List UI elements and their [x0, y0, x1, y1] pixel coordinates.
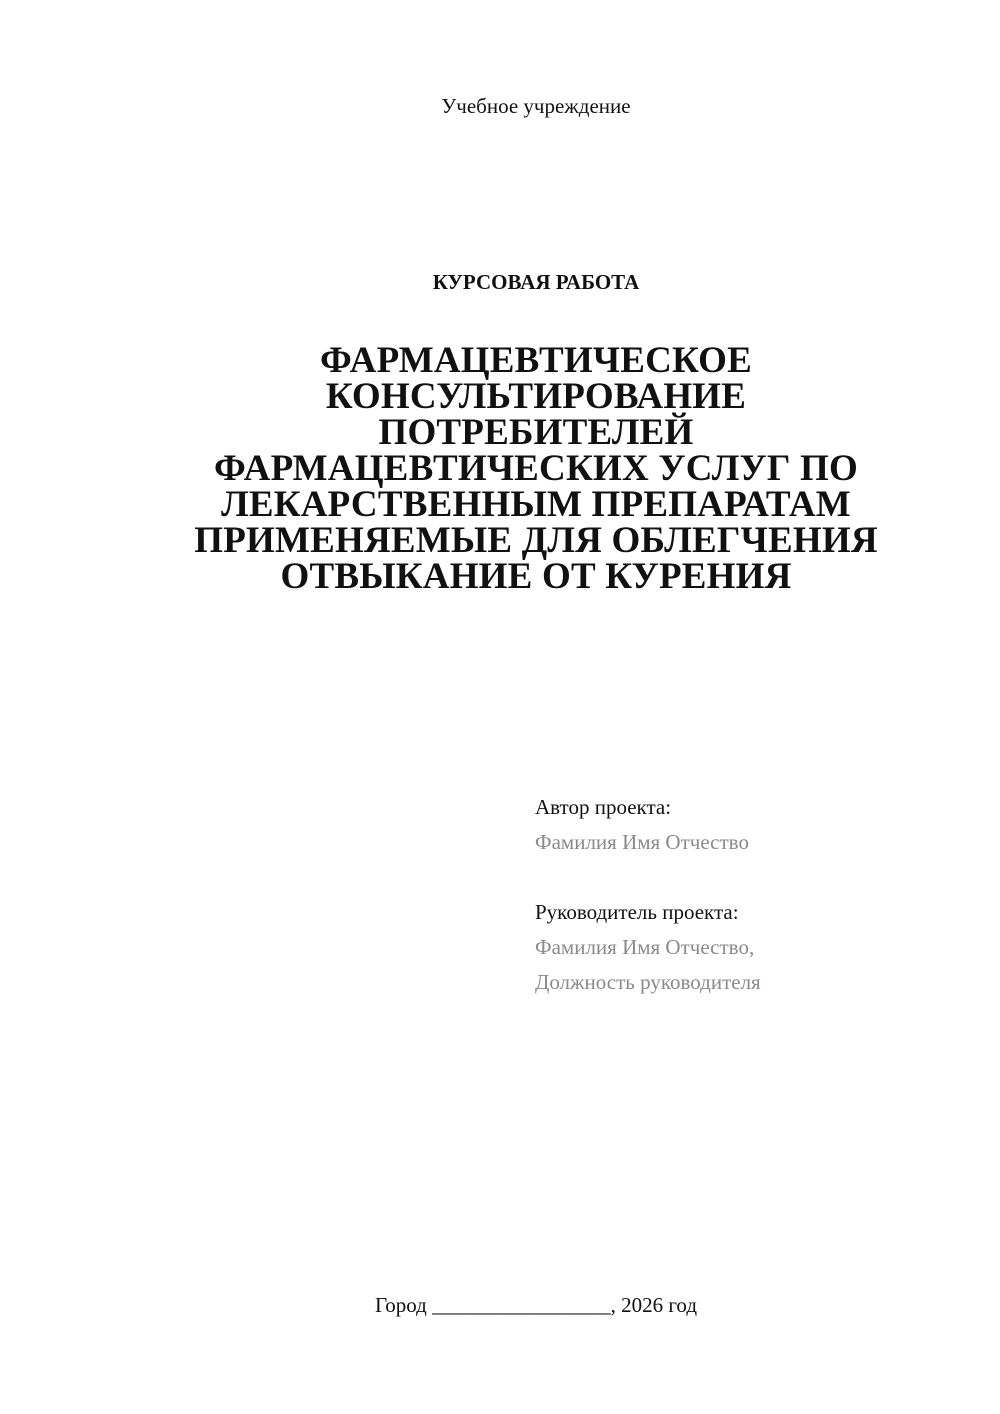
institution-name: Учебное учреждение: [441, 94, 631, 118]
title-line: ФАРМАЦЕВТИЧЕСКОЕ: [320, 340, 752, 381]
author-name: Фамилия Имя Отчество: [535, 830, 749, 854]
supervisor-label: Руководитель проекта:: [535, 900, 739, 924]
supervisor-name: Фамилия Имя Отчество,: [535, 935, 755, 959]
title-line: ФАРМАЦЕВТИЧЕСКИХ УСЛУГ ПО: [214, 448, 858, 489]
city-year-footer: Город _________________, 2026 год: [374, 1293, 698, 1317]
spacer: [535, 860, 975, 895]
supervisor-position: Должность руководителя: [535, 970, 761, 994]
document-title: [150, 340, 922, 597]
title-line: ОТВЫКАНИЕ ОТ КУРЕНИЯ: [280, 556, 792, 597]
author-label: Автор проекта:: [535, 795, 672, 819]
credits-block: [535, 790, 975, 1000]
work-type-heading: КУРСОВАЯ РАБОТА: [432, 270, 640, 294]
title-line: ЛЕКАРСТВЕННЫМ ПРЕПАРАТАМ: [221, 484, 851, 525]
title-line: ПОТРЕБИТЕЛЕЙ: [378, 412, 694, 453]
title-line: КОНСУЛЬТИРОВАНИЕ: [325, 376, 747, 417]
title-line: ПРИМЕНЯЕМЫЕ ДЛЯ ОБЛЕГЧЕНИЯ: [194, 520, 878, 561]
